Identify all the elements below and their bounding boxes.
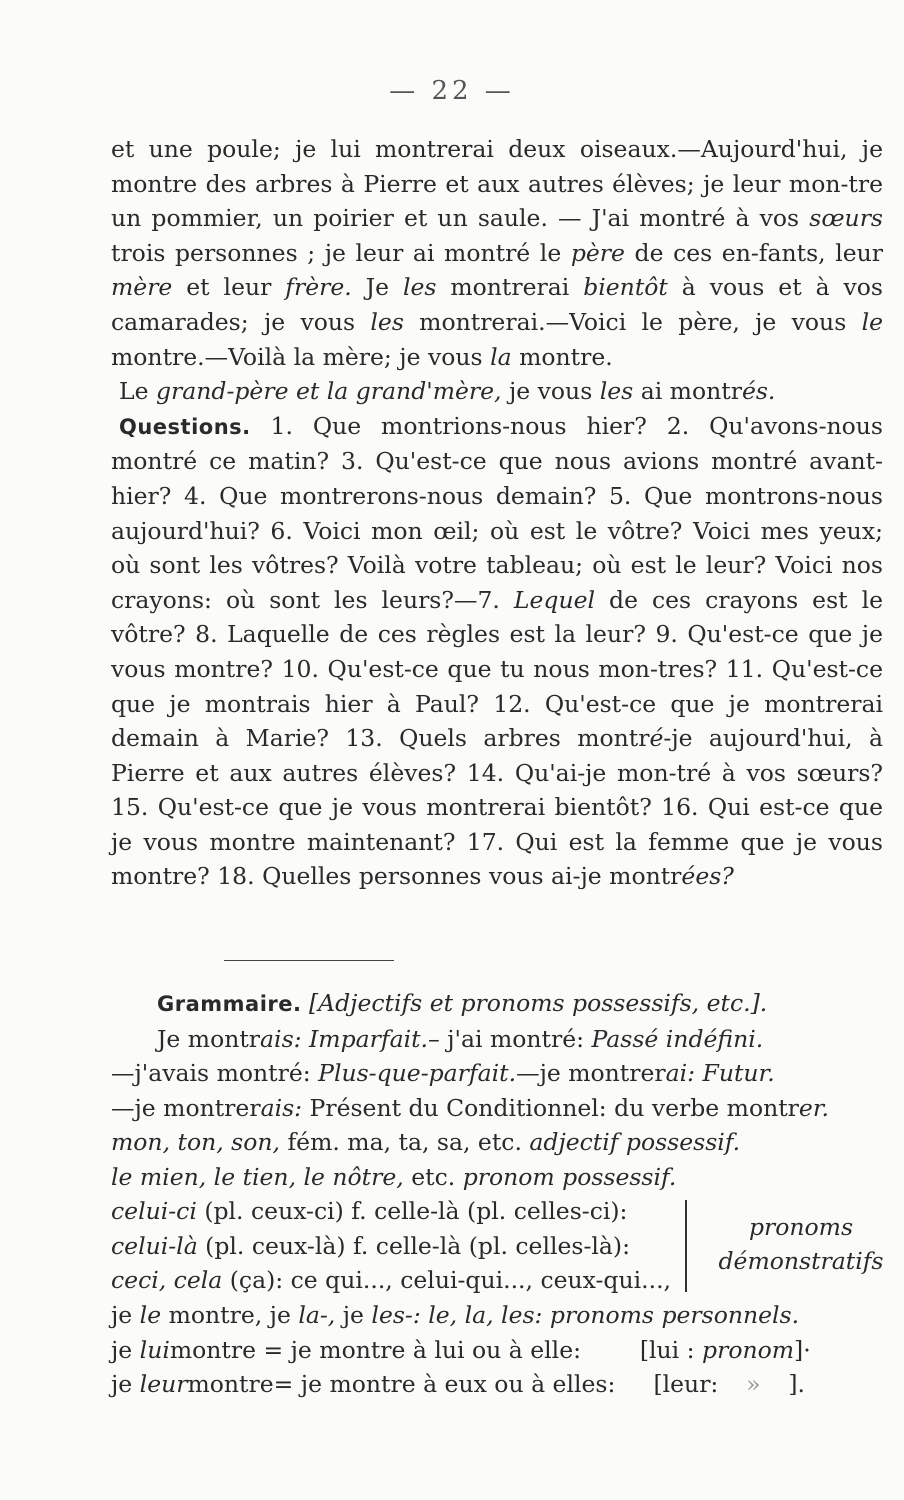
grammar-row: Je montrais: Imparfait.– j'ai montré: Passé indéfini. bbox=[157, 1024, 764, 1053]
grammar-row: celui-là (pl. ceux-là) f. celle-là (pl. celles-là): bbox=[111, 1231, 631, 1260]
questions-heading: Questions. bbox=[119, 414, 251, 439]
grammar-row: je le montre, je la-, je les-: le, la, les: pronoms personnels. bbox=[111, 1301, 800, 1329]
demonstratives-block bbox=[111, 1194, 891, 1298]
reading-paragraph: et une poule; je lui montrerai deux oiseaux.—Aujourd'hui, je montre des arbres à Pierre et aux autres élèves; je leur mon-tre un pommier, un poirier et un saule. — J'ai montré à vos sœurs trois personnes ; je leur ai montré le père de ces en-fants, leur mère et leur frère. Je les montrerai bientôt à vous et à vos camarades; je vous les montrerai.—Voici le père, je vous le montre.—Voilà la mère; je vous la montre. bbox=[111, 135, 883, 371]
reading-text bbox=[111, 132, 883, 894]
grammar-row: le mien, le tien, le nôtre, etc. pronom possessif. bbox=[111, 1162, 677, 1191]
grammar-row: ceci, cela (ça): ce qui..., celui-qui..., ceux-qui..., bbox=[111, 1266, 672, 1294]
grammar-heading: Grammaire. bbox=[157, 992, 302, 1016]
grammar-row: —je montrerais: Présent du Conditionnel: du verbe montrer. bbox=[111, 1093, 829, 1122]
grammar-section bbox=[111, 986, 891, 1402]
page-number: — 22 — bbox=[389, 76, 515, 106]
grammar-row: je leurmontre= je montre à eux ou à elles: [leur: » ]. bbox=[111, 1370, 805, 1398]
reading-paragraph-2: Le grand-père et la grand'mère, je vous les ai montrés. bbox=[119, 377, 776, 406]
grammar-row: celui-ci (pl. ceux-ci) f. celle-là (pl. celles-ci): bbox=[111, 1197, 628, 1225]
grammar-row: je luimontre = je montre à lui ou à elle: [lui : pronom]· bbox=[111, 1335, 811, 1364]
section-divider bbox=[224, 960, 394, 961]
brace bbox=[677, 1200, 687, 1292]
grammar-row: mon, ton, son, fém. ma, ta, sa, etc. adjectif possessif. bbox=[111, 1128, 741, 1156]
demonstratives-label: pronoms démonstratifs bbox=[718, 1213, 884, 1275]
grammar-subtitle: [Adjectifs et pronoms possessifs, etc.]. bbox=[308, 989, 768, 1017]
grammar-heading-line bbox=[157, 986, 891, 1022]
questions-section: Questions. 1. Que montrions-nous hier? 2. Qu'avons-nous montré ce matin? 3. Qu'est-ce que nous avions montré avant-hier? 4. Que montrerons-nous demain? 5. Que montrons-nous aujourd'hui? 6. Voici mon œil; où est le vôtre? Voici mes yeux; où sont les vôtres? Voilà votre tableau; où est le leur? Voici nos crayons: où sont les leurs?—7. Lequel de ces crayons est le vôtre? 8. Laquelle de ces règles est la leur? 9. Qu'est-ce que je vous montre? 10. Qu'est-ce que tu nous mon-tres? 11. Qu'est-ce que je montrais hier à Paul? 12. Qu'est-ce que je montrerai demain à Marie? 13. Quels arbres montré-je aujourd'hui, à Pierre et aux autres élèves? 14. Qu'ai-je mon-tré à vos sœurs? 15. Qu'est-ce que je vous montrerai bientôt? 16. Qui est-ce que je vous montre maintenant? 17. Qui est la femme que je vous montre? 18. Quelles personnes vous ai-je montrées? bbox=[111, 411, 884, 891]
grammar-row: —j'avais montré: Plus-que-parfait.—je montrerai: Futur. bbox=[111, 1059, 775, 1087]
